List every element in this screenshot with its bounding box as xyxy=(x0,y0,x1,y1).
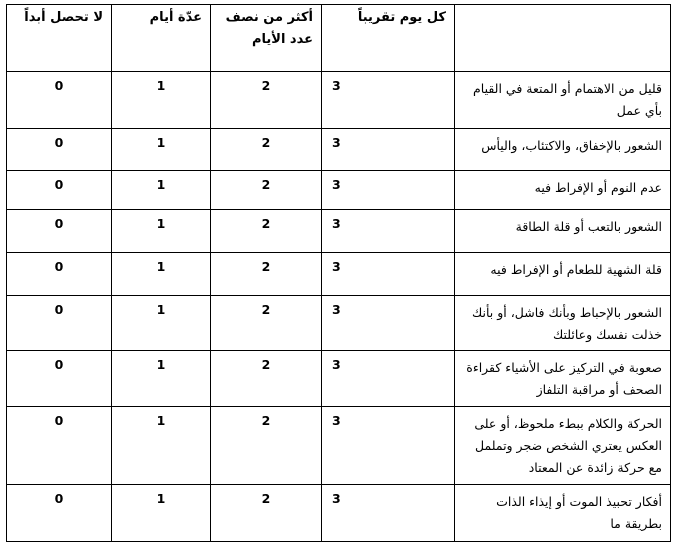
table-row xyxy=(7,296,671,351)
item-cell: قلة الشهية للطعام أو الإفراط فيه xyxy=(455,253,671,296)
header-not-at-all: لا تحصل أبداً xyxy=(7,5,112,72)
item-cell: الحركة والكلام ببطء ملحوظ، أو على العكس يعتري الشخص ضجر وتململ مع حركة زائدة عن المعتاد xyxy=(455,407,671,485)
score-0-cell: 0 xyxy=(7,129,112,171)
score-1-cell: 1 xyxy=(112,485,211,542)
score-2-cell: 2 xyxy=(211,129,322,171)
score-0-cell: 0 xyxy=(7,351,112,407)
score-0-cell: 0 xyxy=(7,72,112,129)
score-1-cell: 1 xyxy=(112,296,211,351)
score-3-cell: 3 xyxy=(322,253,455,296)
table-row xyxy=(7,351,671,407)
score-3-cell: 3 xyxy=(322,129,455,171)
item-cell: الشعور بالإخفاق، والاكتئاب، واليأس xyxy=(455,129,671,171)
score-0-cell: 0 xyxy=(7,253,112,296)
score-0-cell: 0 xyxy=(7,407,112,485)
item-cell: صعوبة في التركيز على الأشياء كقراءة الصحف أو مراقبة التلفاز xyxy=(455,351,671,407)
symptom-frequency-table xyxy=(6,4,671,542)
score-1-cell: 1 xyxy=(112,351,211,407)
header-nearly-every-day: كل يوم تقريباً xyxy=(322,5,455,72)
score-1-cell: 1 xyxy=(112,407,211,485)
score-0-cell: 0 xyxy=(7,210,112,253)
score-2-cell: 2 xyxy=(211,171,322,210)
header-row xyxy=(7,5,671,72)
table-row xyxy=(7,72,671,129)
table-row xyxy=(7,485,671,542)
table-row xyxy=(7,253,671,296)
score-3-cell: 3 xyxy=(322,407,455,485)
score-2-cell: 2 xyxy=(211,72,322,129)
score-0-cell: 0 xyxy=(7,485,112,542)
table-row xyxy=(7,129,671,171)
score-1-cell: 1 xyxy=(112,129,211,171)
score-1-cell: 1 xyxy=(112,253,211,296)
score-2-cell: 2 xyxy=(211,407,322,485)
item-cell: عدم النوم أو الإفراط فيه xyxy=(455,171,671,210)
score-0-cell: 0 xyxy=(7,171,112,210)
score-1-cell: 1 xyxy=(112,171,211,210)
table-row xyxy=(7,171,671,210)
score-2-cell: 2 xyxy=(211,351,322,407)
score-3-cell: 3 xyxy=(322,296,455,351)
header-item xyxy=(455,5,671,72)
table-row xyxy=(7,210,671,253)
score-3-cell: 3 xyxy=(322,171,455,210)
item-cell: قليل من الاهتمام أو المتعة في القيام بأي عمل xyxy=(455,72,671,129)
score-1-cell: 1 xyxy=(112,72,211,129)
header-more-than-half: أكثر من نصف عدد الأيام xyxy=(211,5,322,72)
score-1-cell: 1 xyxy=(112,210,211,253)
score-0-cell: 0 xyxy=(7,296,112,351)
score-3-cell: 3 xyxy=(322,210,455,253)
item-cell: الشعور بالتعب أو قلة الطاقة xyxy=(455,210,671,253)
header-several-days: عدّة أيام xyxy=(112,5,211,72)
item-cell: أفكار تحبيذ الموت أو إيذاء الذات بطريقة ما xyxy=(455,485,671,542)
score-2-cell: 2 xyxy=(211,296,322,351)
score-2-cell: 2 xyxy=(211,210,322,253)
score-2-cell: 2 xyxy=(211,253,322,296)
score-3-cell: 3 xyxy=(322,72,455,129)
score-2-cell: 2 xyxy=(211,485,322,542)
item-cell: الشعور بالإحباط وبأنك فاشل، أو بأنك خذلت نفسك وعائلتك xyxy=(455,296,671,351)
score-3-cell: 3 xyxy=(322,351,455,407)
score-3-cell: 3 xyxy=(322,485,455,542)
table-row xyxy=(7,407,671,485)
